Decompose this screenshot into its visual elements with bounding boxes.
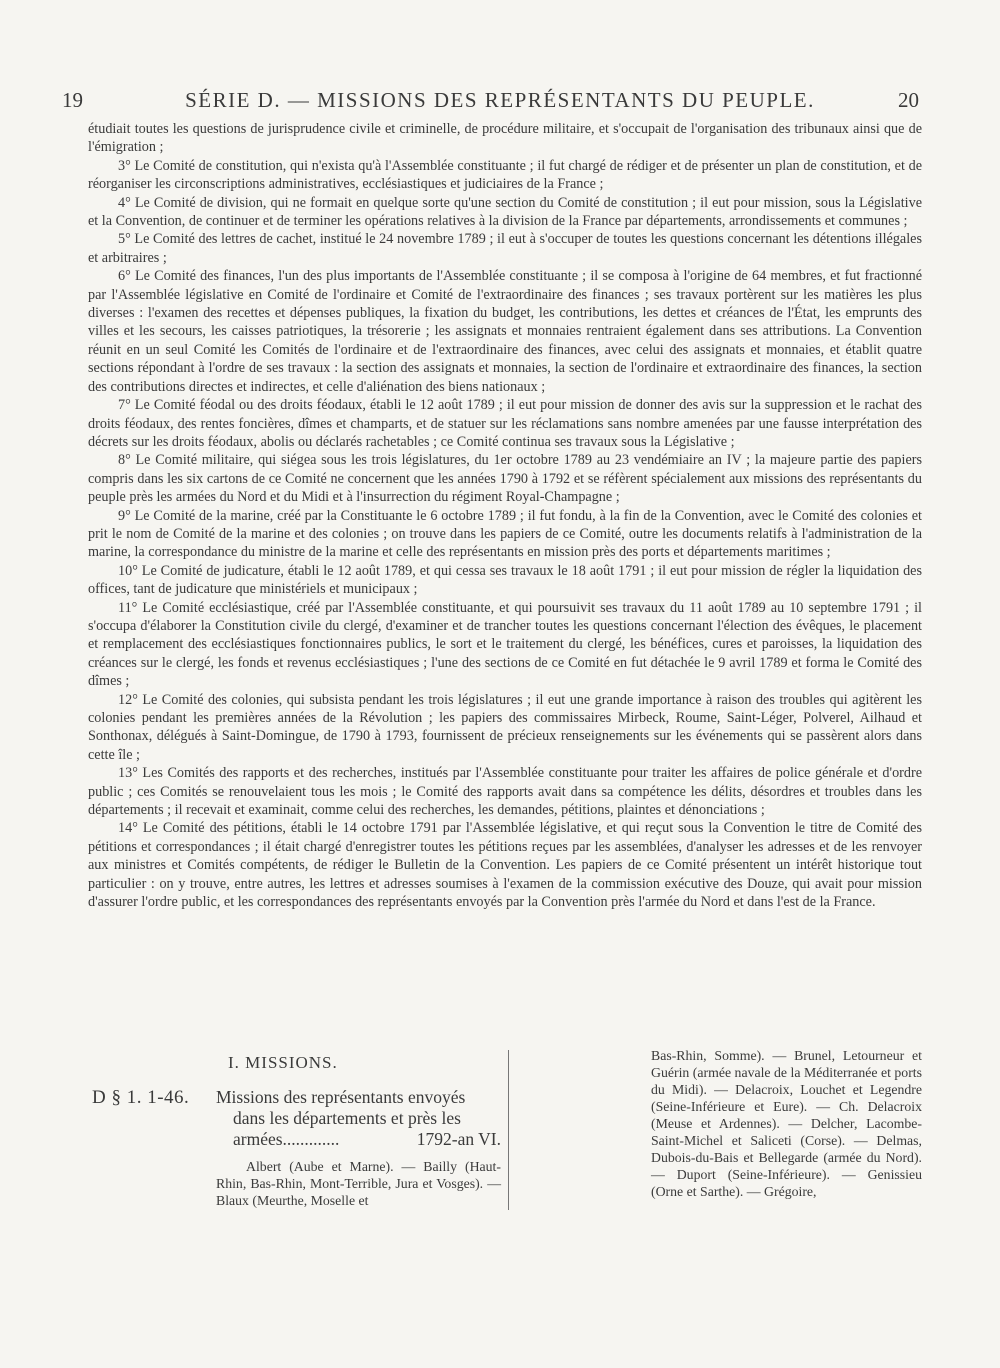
body-text [88, 120, 922, 911]
paragraph-6: 6° Le Comité des finances, l'un des plus importants de l'Assemblée constituante ; il se composa à l'origine de 64 membres, et fut fractionné par l'Assemblée législative en Comité de l'ordinaire et Comité de l'extraordinaire des finances ; ses travaux portèrent sur les matières les plus diverses : l'examen des recettes et dépenses publiques, la fixation du budget, les contributions, les dettes et créances de l'État, les emprunts des villes et les secours, les caisses patriotiques, la trésorerie ; les assignats et monnaies rentraient également dans ses attributions. La Convention réunit en un seul Comité les Comités de l'ordinaire et de l'extraordinaire des finances, avec celui des assignats et monnaies, et établit quatre sections répondant à l'ordre de ses travaux : la section des assignats et monnaies, la section de l'ordinaire et extraordinaire des finances, la section des contributions directes et indirectes, et celle d'aliénation des biens nationaux ; [88, 268, 922, 395]
paragraph-8: 8° Le Comité militaire, qui siégea sous les trois législatures, du 1er octobre 1789 au 23 vendémiaire an IV ; la majeure partie des papiers compris dans les six cartons de ce Comité ne concernent que les années 1790 à 1792 et se réfèrent spécialement aux missions des représentants du peuple près les armées du Nord et du Midi et à l'insurrection du régiment Royal-Champagne ; [88, 452, 922, 506]
entry-title-line-3: armées............. [233, 1129, 340, 1149]
paragraph-7: 7° Le Comité féodal ou des droits féodaux, établi le 12 août 1789 ; il eut pour mission de donner des avis sur la suppression et le rachat des droits féodaux, des rentes foncières, dîmes et champarts, et de statuer sur les réclamations sans nombre amenées par une fausse interprétation des décrets sur les droits féodaux, abolis ou déclarés rachetables ; ce Comité continua ses travaux sous la Législative ; [88, 397, 922, 450]
column-divider [508, 1050, 509, 1210]
paragraph-11: 11° Le Comité ecclésiastique, créé par l'Assemblée constituante, et qui poursuivit ses travaux du 11 août 1789 au 10 septembre 1791 ; il s'occupa d'élaborer la Constitution civile du clergé, d'examiner et de trancher toutes les questions concernant l'élection des évêques, le placement et remplacement des ecclésiastiques fonctionnaires publics, le sort et le traitement du clergé, les bénéfices, cures et paroisses, la liquidation des créances sur le clergé, les fonds et revenus ecclésiastiques ; l'une des sections de ce Comité en fut détachée le 9 avril 1789 et forma le Comité des dîmes ; [88, 599, 922, 690]
names-right-text: Bas-Rhin, Somme). — Brunel, Letourneur et Guérin (armée navale de la Méditerranée et ports du Midi). — Delacroix, Louchet et Legendre (Seine-Inférieure et Eure). — Ch. Delacroix (Meuse et Ardennes). — Delcher, Lacombe-Saint-Michel et Saliceti (Corse). — Delmas, Dubois-du-Bais et Bellegarde (armée du Nord). — Duport (Seine-Inférieure). — Genissieu (Orne et Sarthe). — Grégoire, [651, 1048, 922, 1199]
paragraph-9: 9° Le Comité de la marine, créé par la Constituante le 6 octobre 1789 ; il fut fondu, à la fin de la Convention, avec le Comité des colonies et prit le nom de Comité de la marine et des colonies ; on trouve dans les papiers de ce Comité, outre les documents relatifs à l'administration de la marine, la correspondance du ministre de la marine et celle des représentants en mission près des ports et départements maritimes ; [88, 507, 922, 561]
paragraph-14: 14° Le Comité des pétitions, établi le 14 octobre 1791 par l'Assemblée législative, et qui reçut sous la Convention le titre de Comité des pétitions et correspondances ; il était chargé d'enregistrer toutes les pétitions reçues par les assemblées, d'analyser les adresses et de les renvoyer aux ministres et Comités compétents, de rédiger le Bulletin de la Convention. Les papiers de ce Comité présentent un intérêt historique tout particulier : on y trouve, entre autres, les lettres et adresses soumises à l'examen de la commission exécutive des Douze, qui avait pour mission d'assurer l'ordre public, et les correspondances des représentants envoyés par la Convention près l'armée du Nord et dans l'est de la France. [88, 820, 922, 911]
running-head: SÉRIE D. — MISSIONS DES REPRÉSENTANTS DU PEUPLE. [185, 88, 815, 112]
paragraph-5: 5° Le Comité des lettres de cachet, institué le 24 novembre 1789 ; il eut à s'occuper de toutes les questions concernant les détentions illégales et arbitraires ; [88, 231, 922, 266]
paragraph-10: 10° Le Comité de judicature, établi le 12 août 1789, et qui cessa ses travaux le 18 août 1791 ; il eut pour mission de régler la liquidation des offices, tant de judicature que ministériels et municipaux ; [88, 562, 922, 598]
names-left-text: Albert (Aube et Marne). — Bailly (Haut-Rhin, Bas-Rhin, Mont-Terrible, Jura et Vosges). — Blaux (Meurthe, Moselle et [216, 1159, 501, 1208]
page-number-left: 19 [62, 88, 83, 112]
names-column-left [216, 1158, 501, 1209]
names-column-right [651, 1047, 922, 1200]
entry-title-line-2: dans les départements et près les [233, 1108, 461, 1128]
paragraph-12: 12° Le Comité des colonies, qui subsista pendant les trois législatures ; il eut une grande importance à raison des troubles qui agitèrent les colonies pendant les premières années de la Révolution ; les papiers des commissaires Mirbeck, Roume, Saint-Léger, Polverel, Ailhaud et Sonthonax, délégués à Saint-Domingue, de 1790 à 1793, fournissent de précieux renseignements sur les événements qui se passèrent alors dans cette île ; [88, 691, 922, 763]
entry-dates: 1792-an VI. [416, 1129, 501, 1149]
entry-title [216, 1087, 501, 1150]
paragraph-13: 13° Les Comités des rapports et des recherches, institués par l'Assemblée constituante pour traiter les affaires de police générale et d'ordre public ; ces Comités se renouvelaient tous les mois ; le Comité des rapports avait dans sa compétence les délits, désordres et troubles dans les départements ; il recevait et examinait, comme celui des recherches, les demandes, pétitions, plaintes et dénonciations ; [88, 765, 922, 819]
paragraph-1: étudiait toutes les questions de jurisprudence civile et criminelle, de procédure militaire, et s'occupait de l'organisation des tribunaux ainsi que de l'émigration ; [88, 121, 922, 156]
section-heading: I. MISSIONS. [228, 1053, 338, 1072]
paragraph-4: 4° Le Comité de division, qui ne formait en quelque sorte qu'une section du Comité de constitution ; il eut pour mission, sous la Législative et la Convention, de continuer et de terminer les opérations relatives à la division de la France par départements, arrondissements et communes ; [88, 194, 922, 230]
entry-title-line-1: Missions des représentants envoyés [216, 1087, 466, 1107]
paragraph-3: 3° Le Comité de constitution, qui n'exista qu'à l'Assemblée constituante ; il fut chargé de rédiger et de présenter un plan de constitution, et de réorganiser les circonscriptions administratives, ecclésiastiques et judiciaires de la France ; [88, 157, 922, 193]
series-reference: D § 1. 1-46. [92, 1087, 190, 1108]
page-number-right: 20 [898, 88, 919, 112]
